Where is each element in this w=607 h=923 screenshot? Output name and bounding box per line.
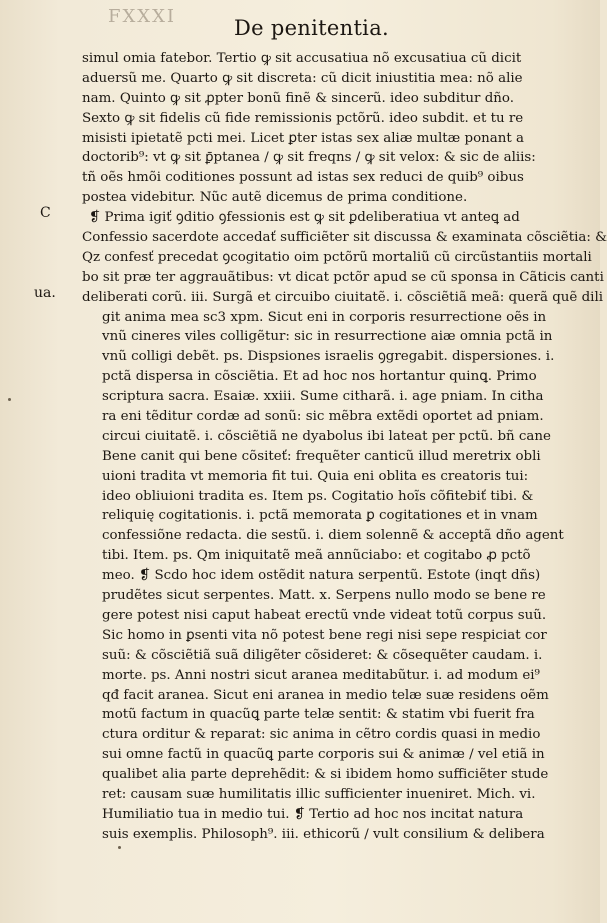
text-line: Confessio sacerdote accedať sufficiẽter sit discussa & examinata cõsciẽtia: & xyxy=(82,230,607,246)
text-line: vnũ cineres viles colligẽtur: sic in resurrectione aiæ omnia pctã in xyxy=(102,329,553,345)
text-line: motũ factum in quacũꝗ parte telæ sentit: & statim vbi fuerit fra xyxy=(102,707,535,723)
folio-number: FXXXI xyxy=(108,6,177,27)
text-line: Sexto ꝙ sit fidelis cũ fide remissionis pctõrũ. ideo subdit. et tu re xyxy=(82,110,524,126)
text-line: doctorib⁹: vt ꝙ sit ꝑ̄ptanea / ꝙ sit freqns / ꝙ sit velox: & sic de aliis: xyxy=(82,150,536,166)
text-line: suis exemplis. Philosoph⁹. iii. ethicorũ / vult consilium & delibera xyxy=(102,826,545,842)
text-line: git anima mea sc3 xpm. Sicut eni in corporis resurrectione oẽs in xyxy=(102,309,547,325)
text-line: qđ facit aranea. Sicut eni aranea in medio telæ suæ residens oẽm xyxy=(102,687,549,703)
text-line: meo. ❡ Scdo hoc idem ostẽdit natura serpentũ. Estote (inqt dñs) xyxy=(102,568,541,584)
text-line: Bene canit qui bene cõsiteť: frequẽter canticũ illud meretrix obli xyxy=(102,448,541,464)
running-head: De penitentia. xyxy=(234,16,389,40)
text-line: uioni tradita vt memoria fit tui. Quia eni oblita es creatoris tui: xyxy=(102,468,529,484)
text-line: ctura orditur & reparat: sic anima in cẽtro cordis quasi in medio xyxy=(102,727,541,743)
text-line: simul omia fatebor. Tertio ꝙ sit accusatiua nõ excusatiua cũ dicit xyxy=(82,51,522,66)
body-text xyxy=(82,49,607,845)
text-line: confessiõne redacta. die sestũ. i. diem solennẽ & acceptã dño agent xyxy=(102,528,564,544)
text-line: sui omne factũ in quacũꝗ parte corporis sui & animæ / vel etiã in xyxy=(102,747,545,763)
text-line: nam. Quinto ꝙ sit ꝓpter bonũ finẽ & sincerũ. ideo subditur dño. xyxy=(82,90,514,106)
text-line: tñ oẽs hmõi coditiones possunt ad istas sex reduci de quib⁹ oibus xyxy=(82,170,524,186)
text-line: ra eni tẽditur cordæ ad sonũ: sic mẽbra extẽdi oportet ad pniam. xyxy=(102,409,544,425)
text-line: deliberati corũ. iii. Surgã et circuibo ciuitatẽ. i. cõsciẽtiã meã: querã quẽ dili xyxy=(82,289,604,305)
text-line: misisti ipietatẽ pcti mei. Licet ꝑter istas sex aliæ multæ ponant a xyxy=(82,130,524,146)
text-line: qualibet alia parte deprehẽdit: & si ibidem homo sufficiẽter stude xyxy=(102,767,549,783)
text-line: aduersũ me. Quarto ꝙ sit discreta: cũ dicit iniustitia mea: nõ alie xyxy=(82,70,523,86)
text-line: prudẽtes sicut serpentes. Matt. x. Serpens nullo modo se bene re xyxy=(102,588,546,604)
text-line: ideo obliuioni tradita es. Item ps. Cogitatio hoĩs cõfitebiť tibi. & xyxy=(102,488,534,504)
text-line: ❡ Prima igiť ꝯditio ꝯfessionis est ꝙ sit ꝑdeliberatiua vt anteꝗ ad xyxy=(89,210,520,226)
margin-note-c: C xyxy=(40,205,51,221)
text-line: scriptura sacra. Esaiæ. xxiii. Sume citharã. i. age pniam. In citha xyxy=(102,389,544,405)
text-line: pctã dispersa in cõsciẽtia. Et ad hoc nos hortantur quinꝗ. Primo xyxy=(102,369,537,385)
text-line: morte. ps. Anni nostri sicut aranea meditabũtur. i. ad modum ei⁹ xyxy=(102,667,540,683)
text-line: Sic homo in ꝑsenti vita nõ potest bene regi nisi sepe respiciat cor xyxy=(102,627,547,643)
text-line: bo sit præ ter aggrauãtibus: vt dicat pctõr apud se cũ sponsa in Cãticis canti xyxy=(82,269,604,285)
text-line: suũ: & cõsciẽtiã suã diligẽter cõsideret: & cõsequẽter caudam. i. xyxy=(102,647,543,663)
text-line: Qz confesť precedat ꝯcogitatio oim pctõrũ mortaliũ cũ circũstantiis mortali xyxy=(82,249,592,265)
text-line: ret: causam suæ humilitatis illic sufficienter inueniret. Mich. vi. xyxy=(102,786,536,802)
margin-note-ua: ua. xyxy=(34,285,56,301)
text-line: gere potest nisi caput habeat erectũ vnde videat totũ corpus suũ. xyxy=(102,607,547,623)
text-line: circui ciuitatẽ. i. cõsciẽtiã ne dyabolus ibi lateat per pctũ. bñ cane xyxy=(102,428,551,444)
text-line: Humiliatio tua in medio tui. ❡ Tertio ad hoc nos incitat natura xyxy=(102,806,524,822)
text-line: vnũ colligi debẽt. ps. Dispsiones israelis ꝯgregabit. dispersiones. i. xyxy=(102,349,555,365)
text-line: tibi. Item. ps. Qm iniquitatẽ meã annũciabo: et cogitabo ꝓ pctõ xyxy=(102,548,531,564)
text-line: reliquię cogitationis. i. pctã memorata ꝑ cogitationes et in vnam xyxy=(102,508,538,524)
text-line: postea videbitur. Nũc autẽ dicemus de prima conditione. xyxy=(82,190,468,206)
